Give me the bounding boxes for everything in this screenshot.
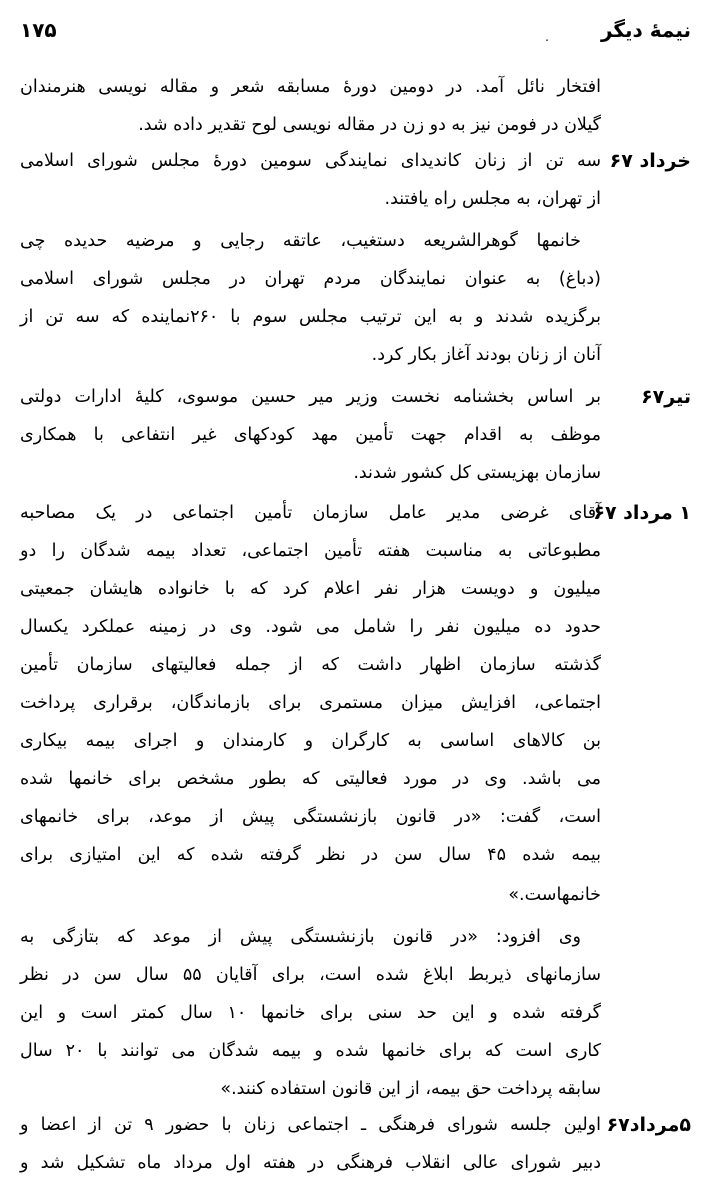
text-line: بن کالاهای اساسی به کارگران و کارمندان و اجرای بیمه بیکاری [20, 731, 601, 751]
text-line: میلیون و دویست هزار نفر اعلام کرد که با خانواده هایشان جمعیتی [20, 579, 601, 599]
text-line: مطبوعاتی به مناسبت هفته تأمین اجتماعی، تعداد بیمه شدگان را دو [20, 541, 601, 561]
text-line: بیمه شده ۴۵ سال سن در نظر گرفته شده که این امتیازی برای [20, 845, 601, 865]
header-dot: . [545, 30, 549, 44]
text-line: گیلان در فومن نیز به دو زن در مقاله نویسی لوح تقدیر داده شد. [138, 115, 601, 135]
text-line: خانمها گوهرالشریعه دستغیب، عاتقه رجایی و مرضیه حدیده چی [20, 231, 581, 251]
text-line: موظف به اقدام جهت تأمین مهد کودکهای غیر انتفاعی با همکاری [20, 425, 601, 445]
text-line: سابقه پرداخت حق بیمه، از این قانون استفاده کنند.» [220, 1079, 601, 1099]
text-line: اولین جلسه شورای فرهنگی ـ اجتماعی زنان با حضور ۹ تن از اعضا و [20, 1115, 601, 1135]
entry-date: ۱ مرداد ۶۷ [593, 502, 691, 524]
text-line: برگزیده شدند و به این ترتیب مجلس سوم با ۲۶۰نماینده که سه تن از [20, 307, 602, 327]
text-line: افتخار نائل آمد. در دومین دورهٔ مسابقه شعر و مقاله نویسی هنرمندان [20, 77, 601, 97]
text-line: گرفته شده و این حد سنی برای خانمها ۱۰ سال کمتر است و این [20, 1003, 602, 1023]
text-line: آنان از زنان بودند آغاز بکار کرد. [371, 345, 601, 365]
text-line: اجتماعی، افزایش میزان مستمری برای بازماندگان، برقراری پرداخت [20, 693, 601, 713]
running-title: نیمهٔ دیگر [600, 18, 691, 42]
text-line: حدود ده میلیون نفر را شامل می شود. وی در زمینه عملکرد یکسال [20, 617, 601, 637]
text-line: گذشته سازمان اظهار داشت که از جمله فعالیتهای سازمان تأمین [20, 655, 601, 675]
page-number: ۱۷۵ [20, 18, 57, 42]
text-line: کاری است که برای خانمها شده و بیمه شدگان می توانند با ۲۰ سال [20, 1041, 601, 1061]
text-line: سازمان بهزیستی کل کشور شدند. [353, 463, 601, 483]
text-line: خانمهاست.» [508, 885, 601, 905]
page-header [20, 18, 691, 48]
text-line: می باشد. وی در مورد فعالیتی که بطور مشخص برای خانمها شده [20, 769, 601, 789]
text-line: بر اساس بخشنامه نخست وزیر میر حسین موسوی، کلیهٔ ادارات دولتی [20, 387, 601, 407]
text-line: دبیر شورای عالی انقلاب فرهنگی در هفته اول مرداد ماه تشکیل شد و [20, 1153, 601, 1173]
text-line: آقای غرضی مدیر عامل سازمان تأمین اجتماعی در یک مصاحبه [20, 503, 601, 523]
entry-date: خرداد ۶۷ [609, 150, 691, 172]
text-line: سه تن از زنان کاندیدای نمایندگی سومین دورهٔ مجلس شورای اسلامی [20, 151, 601, 171]
entry-date: تیر۶۷ [641, 386, 691, 408]
text-line: از تهران، به مجلس راه یافتند. [384, 189, 601, 209]
entry-date: ۵مرداد۶۷ [606, 1114, 691, 1136]
text-line: وی افزود: «در قانون بازنشستگی پیش از موعد که بتازگی به [20, 927, 581, 947]
text-line: (دباغ) به عنوان نمایندگان مردم تهران در مجلس شورای اسلامی [20, 269, 601, 289]
text-line: است، گفت: «در قانون بازنشستگی پیش از موعد، برای خانمهای [20, 807, 601, 827]
text-line: سازمانهای ذیربط ابلاغ شده است، برای آقایان ۵۵ سال سن در نظر [20, 965, 601, 985]
